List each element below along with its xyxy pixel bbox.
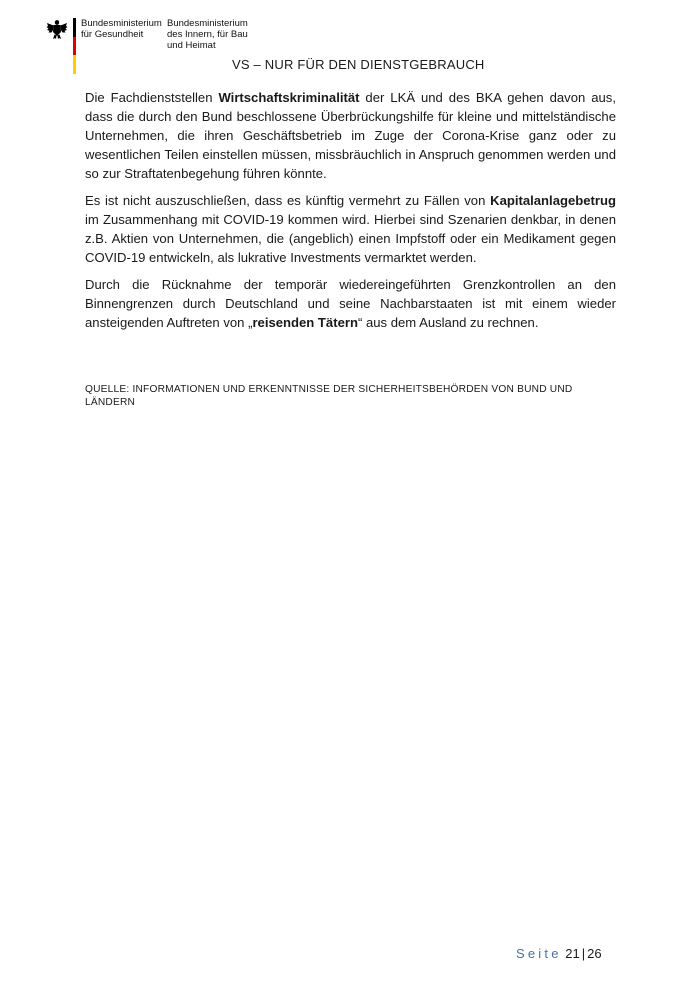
- document-body: [85, 88, 616, 340]
- source-note: QUELLE: INFORMATIONEN UND ERKENNTNISSE DER SICHERHEITSBEHÖRDEN VON BUND UND LÄNDERN: [85, 384, 573, 408]
- paragraph-text: im Zusammenhang mit COVID-19 kommen wird. Hierbei sind Szenarien denkbar, in denen z.B. Aktien von Unternehmen, die (angeblich) einen Impfstoff oder ein Medikament gegen COVID-19 entwickeln, als lukrative Investments vermarktet werden.: [85, 212, 616, 265]
- page-total: 26: [587, 946, 602, 961]
- paragraph-investment-fraud: [85, 191, 616, 267]
- paragraph-text: Die Fachdienststellen: [85, 90, 219, 105]
- flag-stripe-red: [73, 37, 76, 56]
- ministry-interior-line-1: Bundesministerium: [167, 18, 248, 29]
- paragraph-text: Es ist nicht auszuschließen, dass es künftig vermehrt zu Fällen von: [85, 193, 491, 208]
- paragraph-emphasis: Kapitalanlagebetrug: [490, 193, 616, 208]
- paragraph-emphasis: reisenden Tätern: [252, 315, 358, 330]
- ministry-interior-label: [167, 18, 248, 51]
- ministry-interior-line-3: und Heimat: [167, 40, 216, 51]
- page-current: 21: [565, 946, 580, 961]
- page-label: Seite: [516, 946, 562, 961]
- ministry-health-line-1: Bundesministerium: [81, 18, 162, 29]
- ministry-interior-line-2: des Innern, für Bau: [167, 29, 248, 40]
- flag-stripe-gold: [73, 55, 76, 74]
- paragraph-text: Durch die Rücknahme der temporär wiedereingeführten Grenzkontrollen an den Binnengrenzen durch Deutschland und seine Nachbarstaaten ist mit einem wieder ansteigenden Auftreten von „: [85, 277, 616, 330]
- flag-stripe-black: [73, 18, 76, 37]
- german-flag-bar: [73, 18, 76, 74]
- federal-eagle-icon: [46, 18, 68, 40]
- paragraph-border-controls: [85, 275, 616, 332]
- page-separator: |: [581, 946, 586, 961]
- paragraph-economic-crime: [85, 88, 616, 183]
- paragraph-emphasis: Wirtschaftskriminalität: [218, 90, 360, 105]
- ministry-health-label: [81, 18, 162, 40]
- ministry-health-line-2: für Gesundheit: [81, 29, 144, 40]
- page-number: [516, 946, 602, 961]
- classification-text: VS – NUR FÜR DEN DIENSTGEBRAUCH: [232, 57, 485, 72]
- paragraph-text: der LKÄ und des BKA gehen davon aus, dass die durch den Bund beschlossene Überbrückungshilfe für kleine und mittelständische Unternehmen, die ihren Geschäftsbetrieb im Zuge der Corona-Krise ganz oder zu wesentlichen Teilen einstellen müssen, missbräuchlich in Anspruch genommen werden und so zur Straftatenbegehung führen könnte.: [85, 90, 616, 181]
- paragraph-text: “ aus dem Ausland zu rechnen.: [357, 315, 539, 330]
